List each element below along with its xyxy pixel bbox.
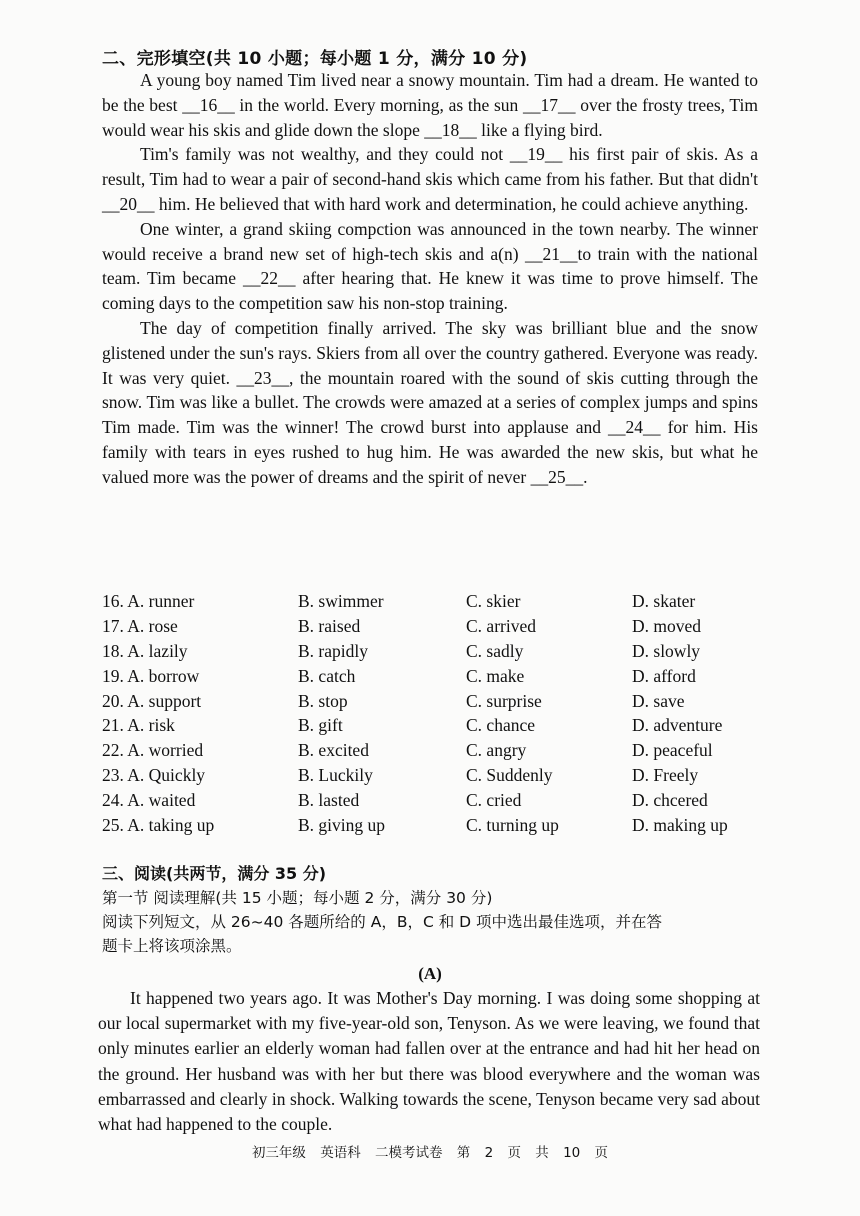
- cloze-options-list: [102, 589, 802, 838]
- option-d: D. Freely: [632, 765, 699, 786]
- option-a: 19. A. borrow: [102, 665, 200, 686]
- option-b: B. rapidly: [298, 640, 368, 661]
- reading-passage-a-text: It happened two years ago. It was Mother's Day morning. I was doing some shopping at our local supermarket with my five-year-old son, Tenyson. As we were leaving, we found that only minutes earlier an elderly woman had fallen over at the entrance and had hit her head on the ground. Her husband was with her but there was blood everywhere and the woman was embarrassed and clearly in shock. Walking towards the scene, Tenyson became very sad about what had happened to the couple.: [98, 988, 760, 1135]
- reading-instruction-line-2: 题卡上将该项涂黑。: [102, 937, 242, 955]
- option-c: C. chance: [466, 715, 535, 736]
- passage-a-label: (A): [418, 964, 442, 983]
- option-d: D. adventure: [632, 715, 723, 736]
- option-c: C. angry: [466, 740, 527, 761]
- option-row-20: [102, 689, 802, 714]
- option-c: C. make: [466, 665, 525, 686]
- option-c: C. arrived: [466, 615, 536, 636]
- option-b: B. swimmer: [298, 591, 384, 611]
- page-footer: 初三年级 英语科 二模考试卷 第 2 页 共 10 页: [251, 1145, 609, 1161]
- option-d: D. skater: [632, 591, 696, 611]
- option-c: C. surprise: [466, 690, 542, 711]
- cloze-section-heading: 二、完形填空(共 10 小题；每小题 1 分，满分 10 分): [102, 49, 528, 69]
- cloze-paragraph-3: One winter, a grand skiing compction was announced in the town nearby. The winner would receive a brand new set of high-tech skis and a(n) __21__to train with the national team. Tim became __22__ after hearing that. He knew it was time to prove himself. The coming days to the competition saw his non-stop training.: [102, 218, 758, 314]
- option-a: 23. A. Quickly: [102, 765, 206, 786]
- option-b: B. gift: [298, 715, 343, 736]
- option-row-16: [102, 589, 802, 614]
- option-row-17: [102, 614, 802, 639]
- option-d: D. save: [632, 690, 685, 711]
- option-row-18: [102, 639, 802, 664]
- option-b: B. Luckily: [298, 765, 373, 786]
- option-b: B. stop: [298, 690, 348, 711]
- cloze-passage: [102, 68, 758, 490]
- option-b: B. excited: [298, 740, 369, 761]
- option-b: B. lasted: [298, 790, 360, 811]
- option-c: C. cried: [466, 790, 522, 811]
- option-a: 24. A. waited: [102, 790, 196, 811]
- option-d: D. slowly: [632, 640, 701, 661]
- option-c: C. skier: [466, 591, 521, 611]
- cloze-paragraph-1: A young boy named Tim lived near a snowy mountain. Tim had a dream. He wanted to be the best __16__ in the world. Every morning, as the sun __17__ over the frosty trees, Tim would wear his skis and glide down the slope __18__ like a flying bird.: [102, 70, 758, 140]
- option-row-19: [102, 664, 802, 689]
- option-a: 21. A. risk: [102, 715, 175, 736]
- option-d: D. afford: [632, 665, 696, 686]
- option-c: C. sadly: [466, 640, 524, 661]
- option-a: 16. A. runner: [102, 591, 195, 611]
- cloze-paragraph-4: The day of competition finally arrived. The sky was brilliant blue and the snow glistened under the sun's rays. Skiers from all over the country gathered. Everyone was ready. It was very quiet. __23__, the mountain roared with the sound of skis cutting through the snow. Tim was like a bullet. The crowds were amazed at a series of complex jumps and spins Tim made. Tim was the winner! The crowd burst into applause and __24__ for him. His family with tears in eyes rushed to hug him. He was awarded the new skis, but what he valued more was the power of dreams and the spirit of never __25__.: [102, 317, 758, 487]
- option-d: D. peaceful: [632, 740, 713, 761]
- cloze-paragraph-2: Tim's family was not wealthy, and they could not __19__ his first pair of skis. As a result, Tim had to wear a pair of second-hand skis which came from his father. But that didn't __20__ him. He believed that with hard work and determination, he could achieve anything.: [102, 144, 758, 214]
- option-d: D. making up: [632, 815, 728, 836]
- option-a: 18. A. lazily: [102, 640, 188, 661]
- reading-section-heading: 三、阅读(共两节，满分 35 分): [102, 864, 327, 883]
- reading-instruction-line-1: 阅读下列短文，从 26~40 各题所给的 A，B，C 和 D 项中选出最佳选项，并在答: [102, 913, 662, 931]
- option-b: B. giving up: [298, 815, 386, 836]
- option-a: 20. A. support: [102, 690, 202, 711]
- option-row-25: [102, 813, 802, 838]
- reading-passage-a: [98, 986, 760, 1137]
- reading-subsection-heading: 第一节 阅读理解(共 15 小题；每小题 2 分，满分 30 分): [102, 889, 493, 907]
- option-d: D. moved: [632, 615, 702, 636]
- option-c: C. Suddenly: [466, 765, 553, 786]
- option-b: B. raised: [298, 615, 361, 636]
- option-a: 17. A. rose: [102, 615, 178, 636]
- option-d: D. chcered: [632, 790, 708, 811]
- option-row-23: [102, 763, 802, 788]
- option-row-24: [102, 788, 802, 813]
- option-a: 22. A. worried: [102, 740, 204, 761]
- option-a: 25. A. taking up: [102, 815, 215, 836]
- reading-section: [102, 862, 762, 958]
- option-row-21: [102, 713, 802, 738]
- option-row-22: [102, 738, 802, 763]
- option-c: C. turning up: [466, 815, 559, 836]
- option-b: B. catch: [298, 665, 356, 686]
